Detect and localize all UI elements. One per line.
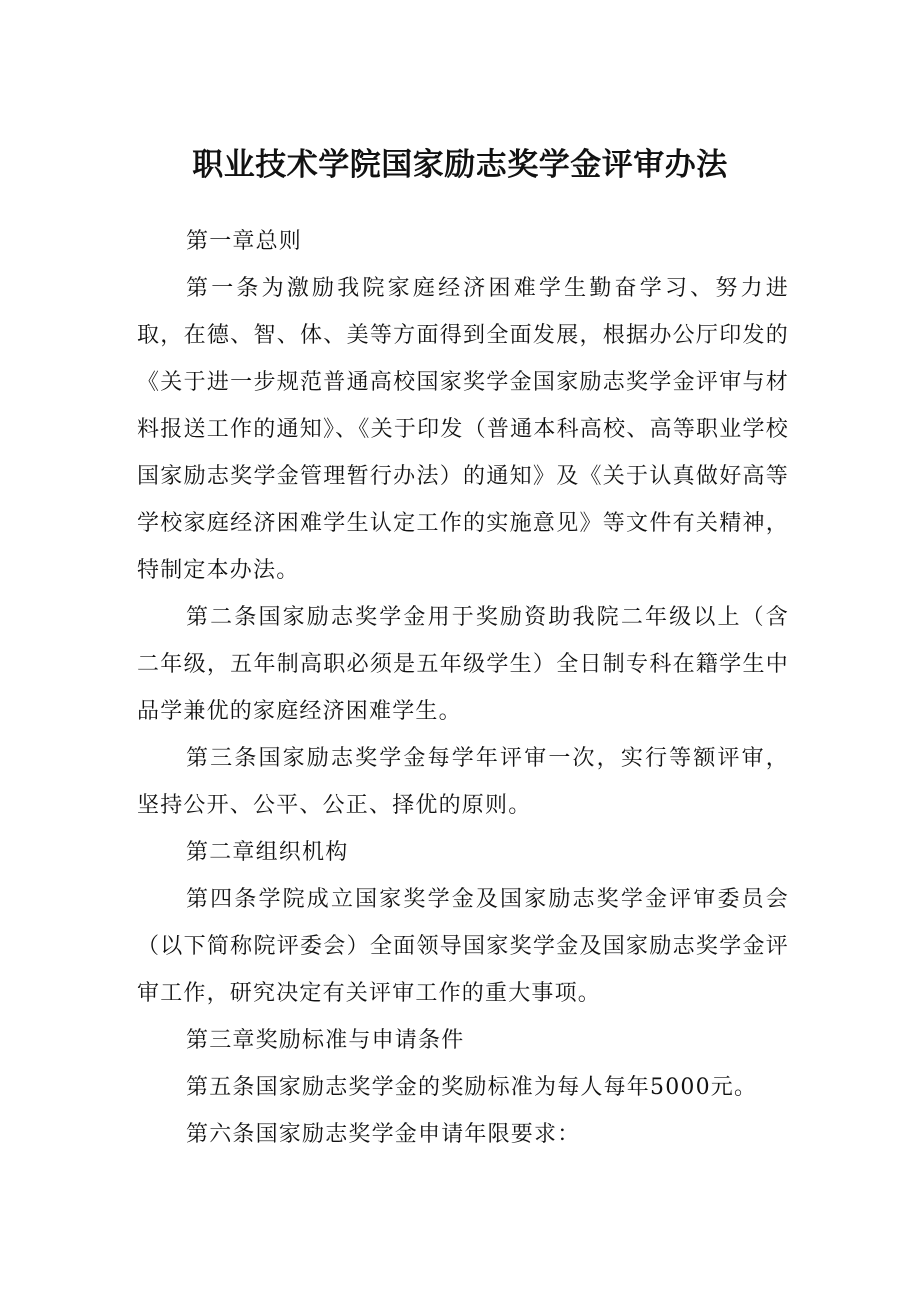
article-3-paragraph: 第三条国家励志奖学金每学年评审一次，实行等额评审，坚持公开、公平、公正、择优的原则。: [137, 746, 789, 818]
chapter-2-heading: 第二章组织机构: [186, 840, 349, 865]
chapter-1-heading: 第一章总则: [186, 229, 303, 254]
chapter-3-heading: 第三章奖励标准与申请条件: [186, 1028, 465, 1053]
document-body: [137, 218, 789, 1158]
article-1-paragraph: 第一条为激励我院家庭经济困难学生勤奋学习、努力进取，在德、智、体、美等方面得到全面发展，根据办公厅印发的《关于进一步规范普通高校国家奖学金国家励志奖学金评审与材料报送工作的通知》、《关于印发（普通本科高校、高等职业学校国家励志奖学金管理暂行办法）的通知》及《关于认真做好高等学校家庭经济困难学生认定工作的实施意见》等文件有关精神，特制定本办法。: [137, 276, 789, 583]
article-2-paragraph: 第二条国家励志奖学金用于奖励资助我院二年级以上（含二年级，五年制高职必须是五年级学生）全日制专科在籍学生中品学兼优的家庭经济困难学生。: [137, 605, 789, 724]
article-5-paragraph: 第五条国家励志奖学金的奖励标准为每人每年5000元。: [186, 1075, 758, 1100]
document-title: 职业技术学院国家励志奖学金评审办法: [192, 147, 728, 183]
article-6-paragraph: 第六条国家励志奖学金申请年限要求：: [186, 1122, 581, 1147]
article-4-paragraph: 第四条学院成立国家奖学金及国家励志奖学金评审委员会（以下简称院评委会）全面领导国家奖学金及国家励志奖学金评审工作，研究决定有关评审工作的重大事项。: [137, 887, 789, 1006]
